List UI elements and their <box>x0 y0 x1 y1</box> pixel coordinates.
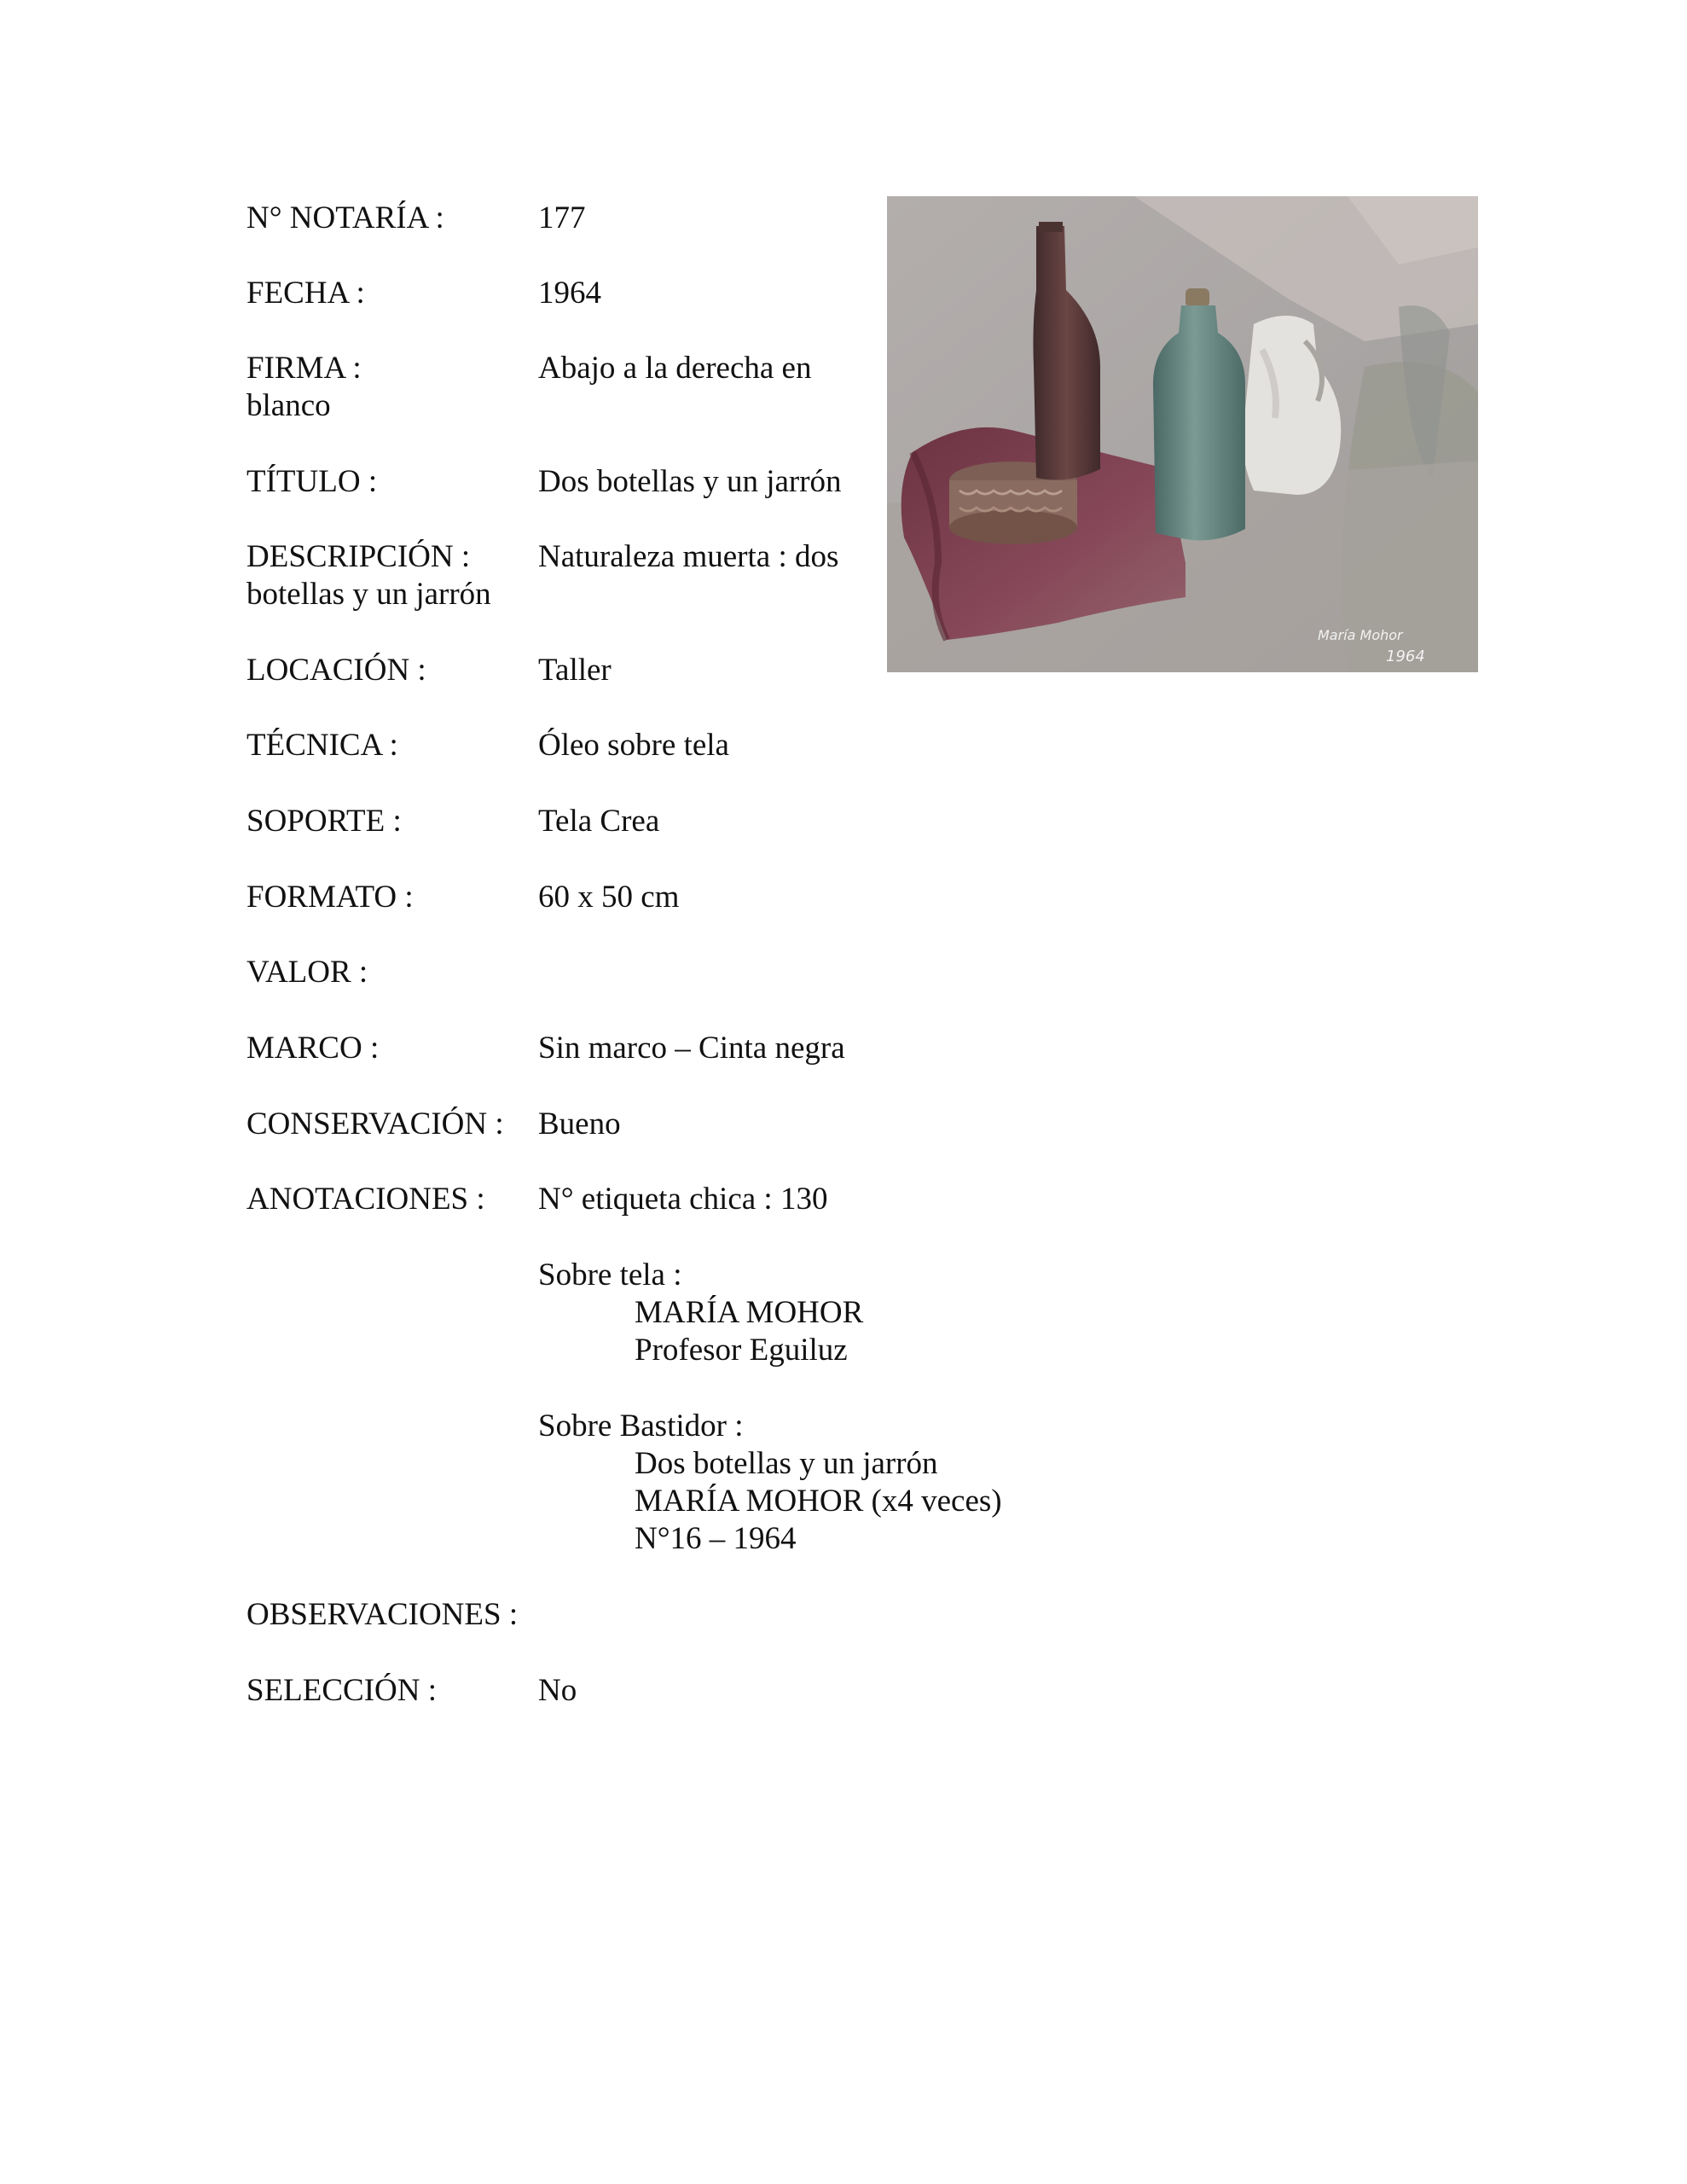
sobre-bastidor-line: N°16 – 1964 <box>635 1521 797 1556</box>
basket-bottom <box>949 510 1077 544</box>
painting-image <box>887 196 1478 672</box>
label-descripcion: DESCRIPCIÓN : <box>246 539 471 574</box>
label-notaria: N° NOTARÍA : <box>246 200 444 235</box>
sobre-bastidor-heading: Sobre Bastidor : <box>538 1409 744 1443</box>
label-locacion: LOCACIÓN : <box>246 653 426 688</box>
label-fecha: FECHA : <box>246 276 365 311</box>
value-conservacion: Bueno <box>538 1107 621 1141</box>
green-bottle-cork <box>1186 288 1209 307</box>
brown-bottle-neck <box>1039 222 1063 232</box>
value-seleccion: No <box>538 1673 577 1708</box>
sobre-tela-line: Profesor Eguiluz <box>635 1333 848 1368</box>
label-tecnica: TÉCNICA : <box>246 728 398 763</box>
sobre-bastidor-line: MARÍA MOHOR (x4 veces) <box>635 1484 1002 1519</box>
label-conservacion: CONSERVACIÓN : <box>246 1107 504 1141</box>
label-anotaciones: ANOTACIONES : <box>246 1182 485 1217</box>
value-fecha: 1964 <box>538 276 601 311</box>
value-descripcion: Naturaleza muerta : dos <box>538 539 839 574</box>
label-titulo: TÍTULO : <box>246 464 378 499</box>
value-titulo: Dos botellas y un jarrón <box>538 464 842 499</box>
sobre-tela-line: MARÍA MOHOR <box>635 1295 864 1330</box>
label-formato: FORMATO : <box>246 880 414 915</box>
label-marco: MARCO : <box>246 1031 380 1066</box>
sobre-bastidor-line: Dos botellas y un jarrón <box>635 1446 938 1481</box>
value-firma: Abajo a la derecha en <box>538 351 812 386</box>
value-firma-continuation: blanco <box>246 388 331 423</box>
label-observaciones: OBSERVACIONES : <box>246 1597 519 1632</box>
value-locacion: Taller <box>538 653 612 688</box>
value-descripcion-continuation: botellas y un jarrón <box>246 577 491 612</box>
label-firma: FIRMA : <box>246 351 362 386</box>
label-valor: VALOR : <box>246 955 368 990</box>
value-formato: 60 x 50 cm <box>538 880 680 915</box>
value-tecnica: Óleo sobre tela <box>538 728 729 763</box>
value-marco: Sin marco – Cinta negra <box>538 1031 845 1066</box>
value-etiqueta: N° etiqueta chica : 130 <box>538 1182 828 1217</box>
painting-signature: María Mohor <box>1318 627 1403 643</box>
painting-signature-year: 1964 <box>1386 648 1425 665</box>
value-soporte: Tela Crea <box>538 804 660 839</box>
sobre-tela-heading: Sobre tela : <box>538 1258 682 1292</box>
label-seleccion: SELECCIÓN : <box>246 1673 438 1708</box>
still-life-painting <box>887 196 1478 672</box>
label-soporte: SOPORTE : <box>246 804 402 839</box>
value-notaria: 177 <box>538 200 586 235</box>
